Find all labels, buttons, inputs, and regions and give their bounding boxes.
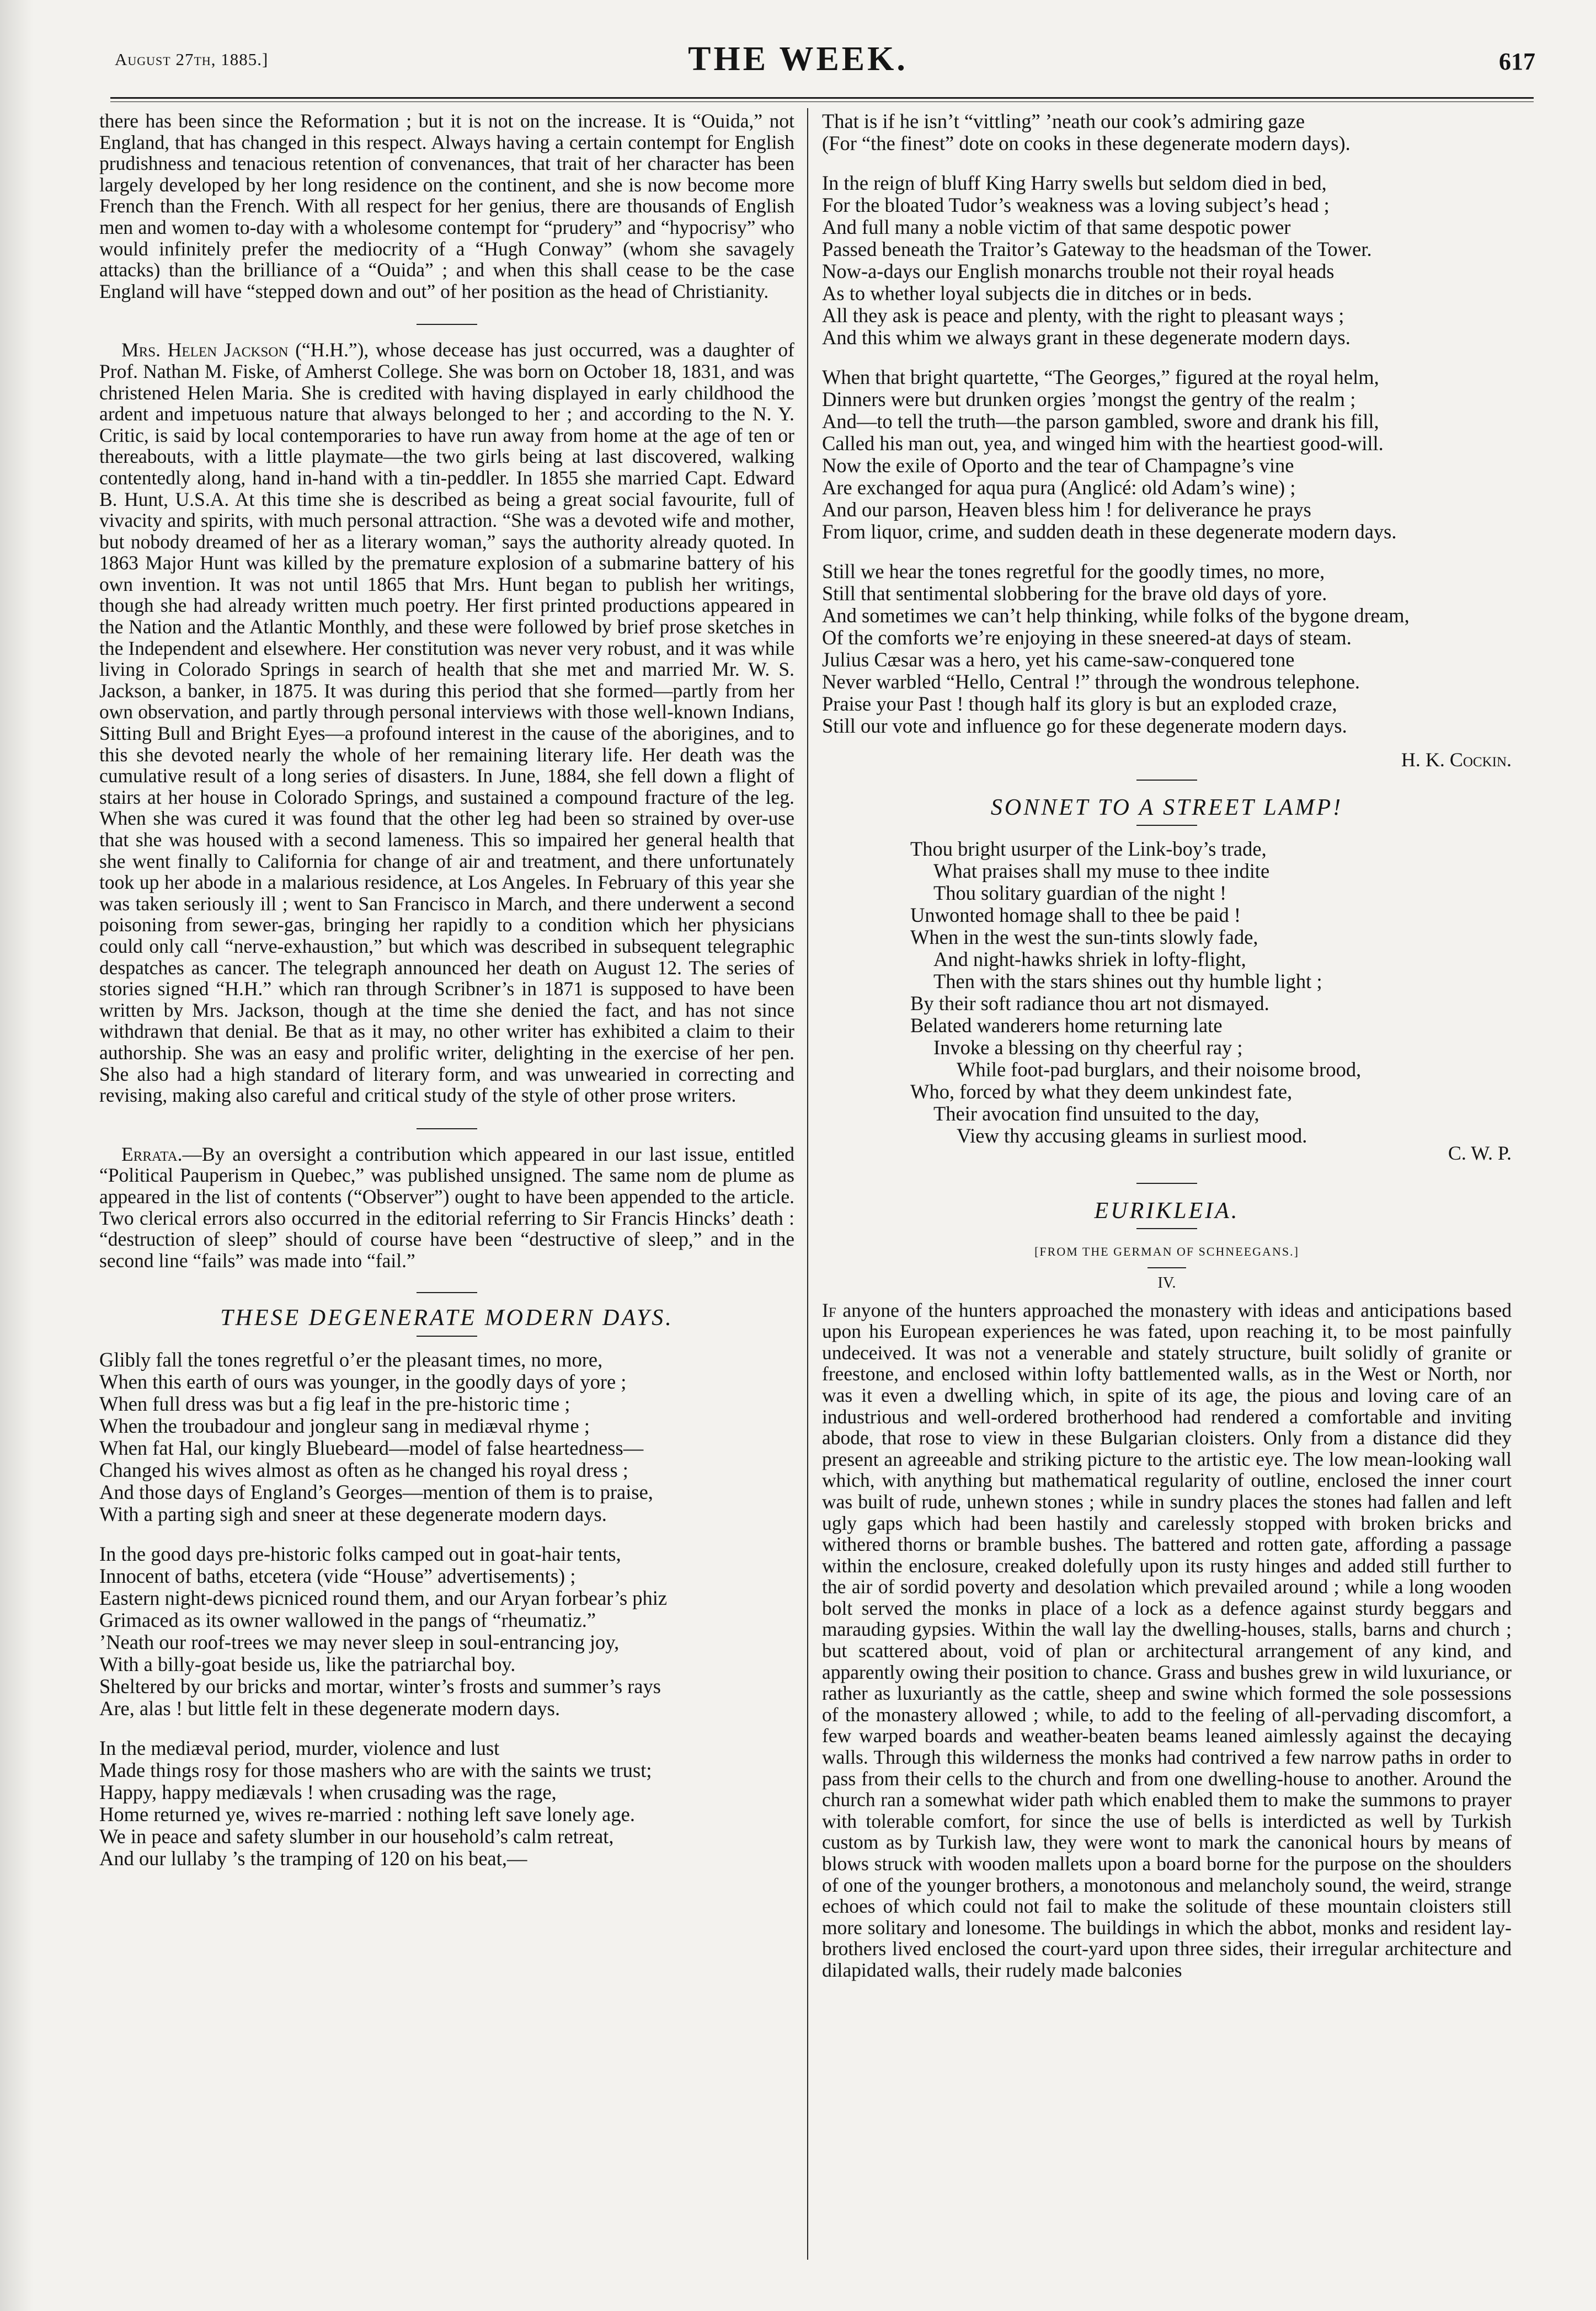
poem-line: Now the exile of Oporto and the tear of Champagne’s vine xyxy=(822,454,1294,477)
poem-line: When fat Hal, our kingly Bluebeard—model of false heartedness— xyxy=(99,1436,644,1459)
poem-line: Of the comforts we’re enjoying in these sneered-at days of steam. xyxy=(822,626,1352,649)
poem-line: Eastern night-dews picniced round them, and our Aryan forbear’s phiz xyxy=(99,1586,668,1609)
poem-line: Grimaced as its owner wallowed in the pangs of “rheumatiz.” xyxy=(99,1608,596,1631)
poem-line: And this whim we always grant in these degenerate modern days. xyxy=(822,326,1351,349)
poem-line: Julius Cæsar was a hero, yet his came-saw-conquered tone xyxy=(822,648,1295,671)
poem-line: Passed beneath the Traitor’s Gateway to the headsman of the Tower. xyxy=(822,238,1372,260)
poem-line: Still that sentimental slobbering for the brave old days of yore. xyxy=(822,582,1327,605)
poem-left-stanzas xyxy=(99,1349,794,1870)
section-rule xyxy=(417,1292,477,1293)
poem-line: And our lullaby ’s the tramping of 120 on his beat,— xyxy=(99,1846,527,1870)
section-rule xyxy=(417,324,477,325)
eurikleia-title: EURIKLEIA. xyxy=(1094,1198,1240,1224)
poem-line: Are exchanged for aqua pura (Anglicé: old Adam’s wine) ; xyxy=(822,476,1296,499)
sonnet-signature: C. W. P. xyxy=(1448,1142,1512,1165)
sonnet-lines xyxy=(822,838,1512,1147)
poem-line: All they ask is peace and plenty, with the right to pleasant ways ; xyxy=(822,304,1344,327)
sonnet-line: While foot-pad burglars, and their noisome brood, xyxy=(957,1058,1362,1081)
poem-title: THESE DEGENERATE MODERN DAYS. xyxy=(220,1305,674,1331)
sonnet-line: View thy accusing gleams in surliest mood. xyxy=(957,1124,1307,1148)
sonnet-line: What praises shall my muse to thee indite xyxy=(933,860,1270,883)
poem-line: With a billy-goat beside us, like the patriarchal boy. xyxy=(99,1652,516,1675)
poem-line: In the good days pre-historic folks camped out in goat-hair tents, xyxy=(99,1542,621,1565)
poem-line: And our parson, Heaven bless him ! for deliverance he prays xyxy=(822,498,1311,521)
subtitle-rule xyxy=(1147,1267,1186,1268)
jackson-lead: Mrs. Helen Jackson xyxy=(121,339,289,361)
poem-line: And those days of England’s Georges—mention of them is to praise, xyxy=(99,1480,653,1503)
poem-line: Now-a-days our English monarchs trouble not their royal heads xyxy=(822,260,1335,282)
poem-signature: H. K. Cockin. xyxy=(1401,749,1512,771)
poem-line: ’Neath our roof-trees we may never sleep in soul-entrancing joy, xyxy=(99,1630,620,1653)
errata-body: —By an oversight a contribution which appeared in our last issue, entitled “Political Pauperism in Quebec,” was published unsigned. The same nom de plume as appeared in the list of contents (“Observer”) ought to have been appended to the article. Two clerical errors also occurred in the editorial referring to Sir Francis Hincks’ death : “destruction of sleep” should of course have been “destructive of sleep,” and in the second line “fails” was made into “fail.” xyxy=(99,1143,794,1272)
poem-line: For the bloated Tudor’s weakness was a loving subject’s head ; xyxy=(822,194,1330,216)
eurikleia-paragraph xyxy=(822,1300,1512,1981)
poem-line: Home returned ye, wives re-married : nothing left save lonely age. xyxy=(99,1802,635,1826)
poem-line: Are, alas ! but little felt in these degenerate modern days. xyxy=(99,1696,561,1720)
eurikleia-subtitle: [FROM THE GERMAN OF SCHNEEGANS.] xyxy=(1034,1245,1299,1259)
sonnet-line: Belated wanderers home returning late xyxy=(910,1014,1223,1037)
left-column xyxy=(99,110,794,1887)
section-rule xyxy=(1136,1183,1197,1184)
poem-line: When that bright quartette, “The Georges,” figured at the royal helm, xyxy=(822,366,1379,388)
title-rule xyxy=(417,1336,477,1337)
poem-line: Still our vote and influence go for these degenerate modern days. xyxy=(822,714,1347,737)
poem-stanza xyxy=(99,1543,794,1720)
section-rule xyxy=(1136,780,1197,781)
poem-line: Sheltered by our bricks and mortar, winter’s frosts and summer’s rays xyxy=(99,1674,661,1698)
poem-line: As to whether loyal subjects die in ditches or in beds. xyxy=(822,282,1252,305)
poem-line: Still we hear the tones regretful for the goodly times, no more, xyxy=(822,560,1325,583)
jackson-body: (“H.H.”), whose decease has just occurred, was a daughter of Prof. Nathan M. Fiske, of Amherst College. She was born on October 18, 1831, and was christened Helen Maria. She is credited with having displayed in early childhood the ardent and impetuous nature that always belonged to her ; and according to the N. Y. Critic, is said by local contemporaries to have run away from home at the age of ten or thereabouts, with a little playmate—the two girls being at last discovered, walking contentedly along, hand in-hand with a tin-peddler. In 1855 she married Capt. Edward B. Hunt, U.S.A. At this time she is described as being a great social favourite, full of vivacity and spirits, with much personal attraction. “She was a devoted wife and mother, but nobody dreamed of her as a literary woman,” says the authority already quoted. In 1863 Major Hunt was killed by the premature explosion of a submarine battery of his own invention. It was not until 1865 that Mrs. Hunt began to publish her writings, though she had already written much poetry. Her first printed productions appeared in the Nation and the Atlantic Monthly, and these were followed by brief prose sketches in the Independent and elsewhere. Her constitution was never very robust, and it was while living in Colorado Springs in search of health that she met and married Mr. W. S. Jackson, a banker, in 1875. It was during this period that she formed—partly from her own observation, and partly through personal interviews with those well-known Indians, Sitting Bull and Bright Eyes—a profound interest in the cause of the aborigines, and to this she devoted nearly the whole of her remaining literary life. Her death was the cumulative result of a long series of disasters. In June, 1884, she fell down a flight of stairs at her house in Colorado Springs, and sustained a compound fracture of the leg. When she was cured it was found that the other leg had been so strained by over-use that she was housed with a second lameness. This so impaired her general health that she went finally to California for change of air and treatment, and there unfortunately took up her abode in a malarious residence, at Los Angeles. In February of this year she was taken seriously ill ; went to San Francisco in March, and there underwent a second poisoning from sewer-gas, bringing her rapidly to a condition which her physicians could only call “nerve-exhaustion,” but which was described in subsequent telegraphic despatches as cancer. The telegraph announced her death on August 12. The series of stories signed “H.H.” which ran through Scribner’s in 1871 is supposed to have been written by Mrs. Jackson, though at the time she denied the fact, and has not since withdrawn that denial. Be that as it may, no other writer has exhibited a claim to their authorship. She was an easy and prolific writer, delighting in the exercise of her pen. She also had a high standard of literary form, and was unwearied in correcting and revising, making also careful and critical study of the style of other prose writers. xyxy=(99,339,794,1107)
ouida-paragraph: there has been since the Reformation ; but it is not on the increase. It is “Ouida,” not England, that has changed in this respect. Always having a certain contempt for English prudishness and tenacious retention of convenances, that trait of her character has been largely developed by her long residence on the continent, and she is now become more French than the French. With all respect for her genius, there are thousands of English men and women to-day with a wholesome contempt for “prudery” and “hypocrisy” who would infinitely prefer the mediocrity of a “Hugh Conway” (whom she savagely attacks) than the brilliance of a “Ouida” ; and when this shall cease to be the case England will have “stepped down and out” of her position as the head of Christianity. xyxy=(99,110,794,302)
poem-line: Happy, happy mediævals ! when crusading was the rage, xyxy=(99,1780,557,1803)
masthead-title: THE WEEK. xyxy=(688,40,908,78)
poem-line: From liquor, crime, and sudden death in these degenerate modern days. xyxy=(822,520,1397,543)
sonnet-line: Invoke a blessing on thy cheerful ray ; xyxy=(933,1036,1243,1059)
eurikleia-lead: If xyxy=(822,1299,836,1321)
sonnet-stanza xyxy=(910,838,1512,1147)
poem-stanza xyxy=(822,561,1512,737)
page-edge-shadow xyxy=(0,0,33,2311)
title-rule xyxy=(1136,825,1197,826)
poem-line: That is if he isn’t “vittling” ’neath our cook’s admiring gaze xyxy=(822,110,1305,132)
sonnet-line: Who, forced by what they deem unkindest fate, xyxy=(910,1080,1293,1103)
sonnet-line: Then with the stars shines out thy humble light ; xyxy=(933,970,1322,993)
sonnet-line: Their avocation find unsuited to the day, xyxy=(933,1102,1259,1125)
jackson-paragraph xyxy=(99,339,794,1106)
errata-lead: Errata. xyxy=(121,1143,183,1165)
poem-line: Made things rosy for those mashers who are with the saints we trust; xyxy=(99,1758,652,1781)
poem-line: And full many a noble victim of that same despotic power xyxy=(822,216,1291,238)
poem-line: Glibly fall the tones regretful o’er the pleasant times, no more, xyxy=(99,1348,603,1371)
header-rule-thick xyxy=(110,97,1534,99)
poem-stanza xyxy=(99,1737,794,1870)
page-number: 617 xyxy=(1499,48,1535,75)
poem-line: And—to tell the truth—the parson gambled, swore and drank his fill, xyxy=(822,410,1379,433)
poem-line: When this earth of ours was younger, in the goodly days of yore ; xyxy=(99,1370,627,1393)
section-rule xyxy=(417,1128,477,1129)
title-rule xyxy=(1136,1228,1197,1229)
issue-date: August 27th, 1885.] xyxy=(115,50,269,69)
poem-line: Changed his wives almost as often as he changed his royal dress ; xyxy=(99,1458,628,1481)
poem-line: Innocent of baths, etcetera (vide “House” advertisements) ; xyxy=(99,1564,576,1587)
poem-stanza xyxy=(822,172,1512,349)
sonnet-title: SONNET TO A STREET LAMP! xyxy=(990,794,1343,820)
poem-stanza xyxy=(99,1349,794,1525)
right-column xyxy=(822,110,1512,1981)
poem-line: In the mediæval period, murder, violence and lust xyxy=(99,1736,500,1759)
part-number: IV. xyxy=(1157,1274,1176,1291)
poem-line: With a parting sigh and sneer at these degenerate modern days. xyxy=(99,1502,607,1525)
poem-stanza xyxy=(822,366,1512,543)
poem-line: In the reign of bluff King Harry swells but seldom died in bed, xyxy=(822,172,1327,194)
poem-continued-stanzas xyxy=(822,110,1512,737)
poem-line: (For “the finest” dote on cooks in these degenerate modern days). xyxy=(822,132,1351,154)
poem-line: And sometimes we can’t help thinking, while folks of the bygone dream, xyxy=(822,604,1410,627)
sonnet-line: And night-hawks shriek in lofty-flight, xyxy=(933,948,1246,971)
poem-stanza xyxy=(822,110,1512,154)
sonnet-line: Thou solitary guardian of the night ! xyxy=(933,882,1227,905)
poem-line: We in peace and safety slumber in our household’s calm retreat, xyxy=(99,1824,614,1848)
running-header xyxy=(0,40,1596,100)
sonnet-line: Unwonted homage shall to thee be paid ! xyxy=(910,904,1241,927)
sonnet-line: By their soft radiance thou art not dismayed. xyxy=(910,992,1269,1015)
poem-line: Called his man out, yea, and winged him with the heartiest good-will. xyxy=(822,432,1384,455)
column-divider xyxy=(807,108,808,2260)
errata-paragraph xyxy=(99,1144,794,1272)
sonnet-line: Thou bright usurper of the Link-boy’s trade, xyxy=(910,837,1267,861)
poem-line: Praise your Past ! though half its glory is but an exploded craze, xyxy=(822,692,1337,715)
poem-line: Dinners were but drunken orgies ’mongst the gentry of the realm ; xyxy=(822,388,1356,410)
sonnet-line: When in the west the sun-tints slowly fade, xyxy=(910,926,1258,949)
eurikleia-body: anyone of the hunters approached the monastery with ideas and anticipations based upon his European experiences he was fated, upon reaching it, to be most painfully undeceived. It was not a venerable and stately structure, built solidly of granite or freestone, and enclosed within lofty battlemented walls, as in the West or North, nor was it even a dwelling which, in spite of its age, the pious and loving care of an industrious and well-ordered brotherhood had rendered a comfortable and inviting abode, that rose to view in these Bulgarian cloisters. Only from a distance did they present an agreeable and striking picture to the artistic eye. The low mean-looking wall which, with anything but mathematical regularity of outline, enclosed the inner court was built of rude, unhewn stones ; while in sundry places the stones had fallen and left ugly gaps which had been hastily and carelessly stopped with broken bricks and withered thorns or bramble bushes. The battered and rotten gate, affording a passage within the enclosure, creaked dolefully upon its rusty hinges and added still further to the air of sordid poverty and desolation which prevailed around ; while a long wooden bolt served the monks in place of a lock as a defence against sturdy beggars and marauding gypsies. Within the wall lay the dwelling-houses, stalls, barns and church ; but scattered about, void of plan or architectural arrangement of any kind, and apparently owing their position to chance. Grass and bushes grew in wild luxuriance, or rather as luxuriantly as the cattle, sheep and swine which formed the sole possessions of the monastery allowed ; while, to add to the feeling of all-pervading discomfort, a few warped boards and weather-beaten beams leaned aimlessly against the decaying walls. Through this wilderness the monks had contrived a few narrow paths in order to pass from their cells to the church and from one dwelling-house to another. Around the church ran a somewhat wider path which enabled them to make the summons to prayer with tolerable comfort, for since the use of bells is interdicted as well by Turkish custom as by Turkish law, they were wont to mark the canonical hours by means of blows struck with wooden mallets upon a board borne for the purpose on the shoulders of one of the younger brothers, a monotonous and melancholy sound, the weird, strange echoes of which could not fail to make the solitude of these mountain cloisters still more solitary and lonesome. The buildings in which the abbot, monks and resident lay-brothers lived enclosed the court-yard upon three sides, their irregular architecture and dilapidated walls, their rudely made balconies xyxy=(822,1299,1512,1981)
poem-line: Never warbled “Hello, Central !” through the wondrous telephone. xyxy=(822,670,1360,693)
poem-line: When the troubadour and jongleur sang in mediæval rhyme ; xyxy=(99,1414,590,1437)
poem-line: When full dress was but a fig leaf in the pre-historic time ; xyxy=(99,1392,570,1415)
